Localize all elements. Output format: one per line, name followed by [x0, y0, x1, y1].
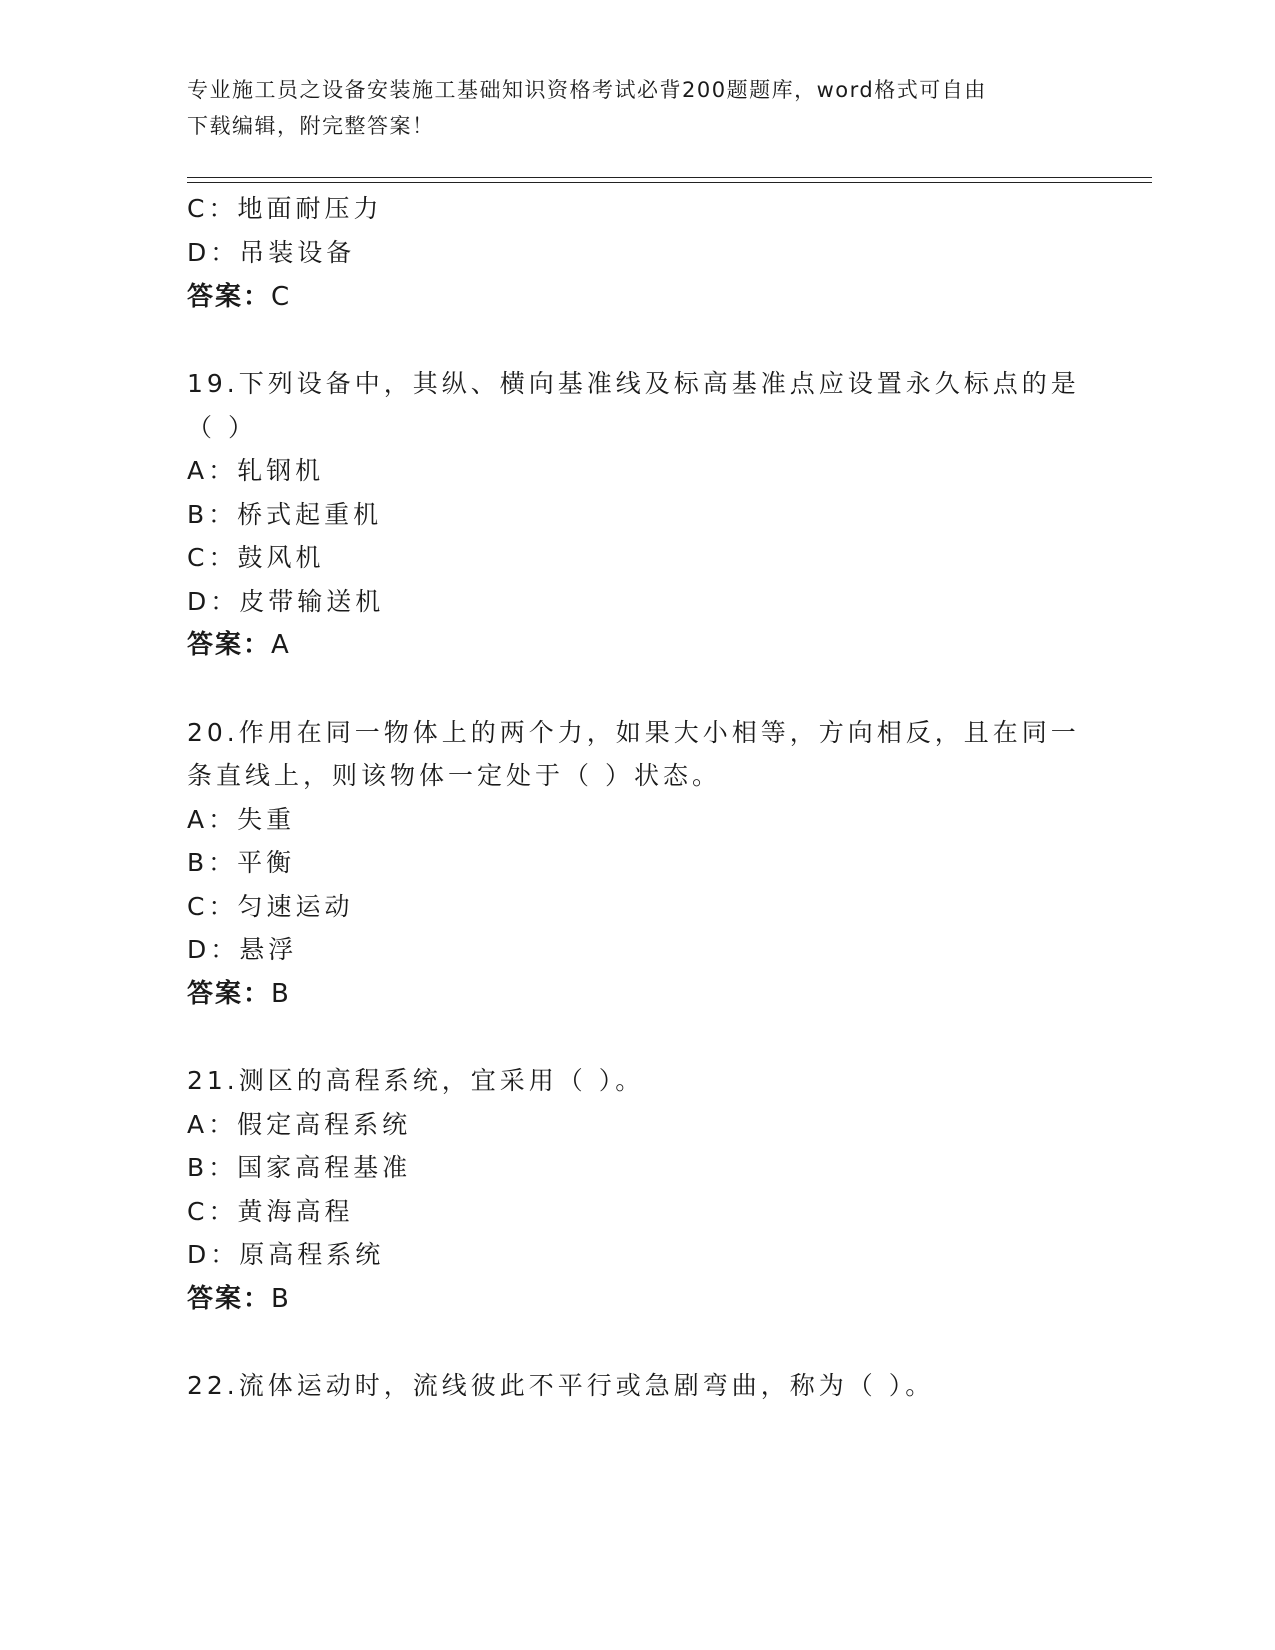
q21-answer	[187, 1282, 291, 1316]
q20-option-c: C：匀速运动	[187, 892, 354, 921]
header-divider-bottom	[187, 182, 1152, 183]
q20-option-a: A：失重	[187, 805, 296, 834]
q19-option-d: D：皮带输送机	[187, 587, 385, 616]
q20-option-d: D：悬浮	[187, 935, 298, 964]
q19-option-c: C：鼓风机	[187, 543, 325, 572]
q21-option-b: B：国家高程基准	[187, 1153, 412, 1182]
answer-label: 答案：	[187, 630, 272, 660]
answer-value: A	[271, 630, 291, 660]
q20-answer	[187, 977, 291, 1011]
q21-stem-line-1: 21.测区的高程系统，宜采用（ ）。	[187, 1066, 645, 1095]
document-header	[187, 72, 1067, 144]
q21-option-d: D：原高程系统	[187, 1240, 385, 1269]
q22-stem-line-1: 22.流体运动时，流线彼此不平行或急剧弯曲，称为（ ）。	[187, 1371, 935, 1400]
answer-label: 答案：	[187, 1284, 272, 1314]
q19-option-b: B：桥式起重机	[187, 500, 383, 529]
q18-option-d: D：吊装设备	[187, 238, 356, 267]
answer-value: B	[271, 979, 291, 1009]
q19-answer	[187, 628, 291, 662]
answer-label: 答案：	[187, 282, 272, 312]
q20-stem-line-2: 条直线上，则该物体一定处于（ ）状态。	[187, 761, 721, 790]
header-title-line-1: 专业施工员之设备安装施工基础知识资格考试必背200题题库，word格式可自由	[187, 78, 987, 102]
q21-option-c: C：黄海高程	[187, 1197, 354, 1226]
q19-stem-line-2: （ ）	[187, 413, 257, 442]
q19-option-a: A：轧钢机	[187, 456, 325, 485]
answer-value: C	[271, 282, 292, 312]
header-title-line-2: 下载编辑，附完整答案！	[187, 114, 435, 138]
q20-stem-line-1: 20.作用在同一物体上的两个力，如果大小相等，方向相反，且在同一	[187, 718, 1080, 747]
answer-label: 答案：	[187, 979, 272, 1009]
q18-answer	[187, 280, 291, 314]
header-divider-top	[187, 177, 1152, 178]
answer-value: B	[271, 1284, 291, 1314]
q18-option-c: C：地面耐压力	[187, 194, 383, 223]
q19-stem-line-1: 19.下列设备中，其纵、横向基准线及标高基准点应设置永久标点的是	[187, 369, 1080, 398]
q21-option-a: A：假定高程系统	[187, 1110, 412, 1139]
q20-option-b: B：平衡	[187, 848, 296, 877]
